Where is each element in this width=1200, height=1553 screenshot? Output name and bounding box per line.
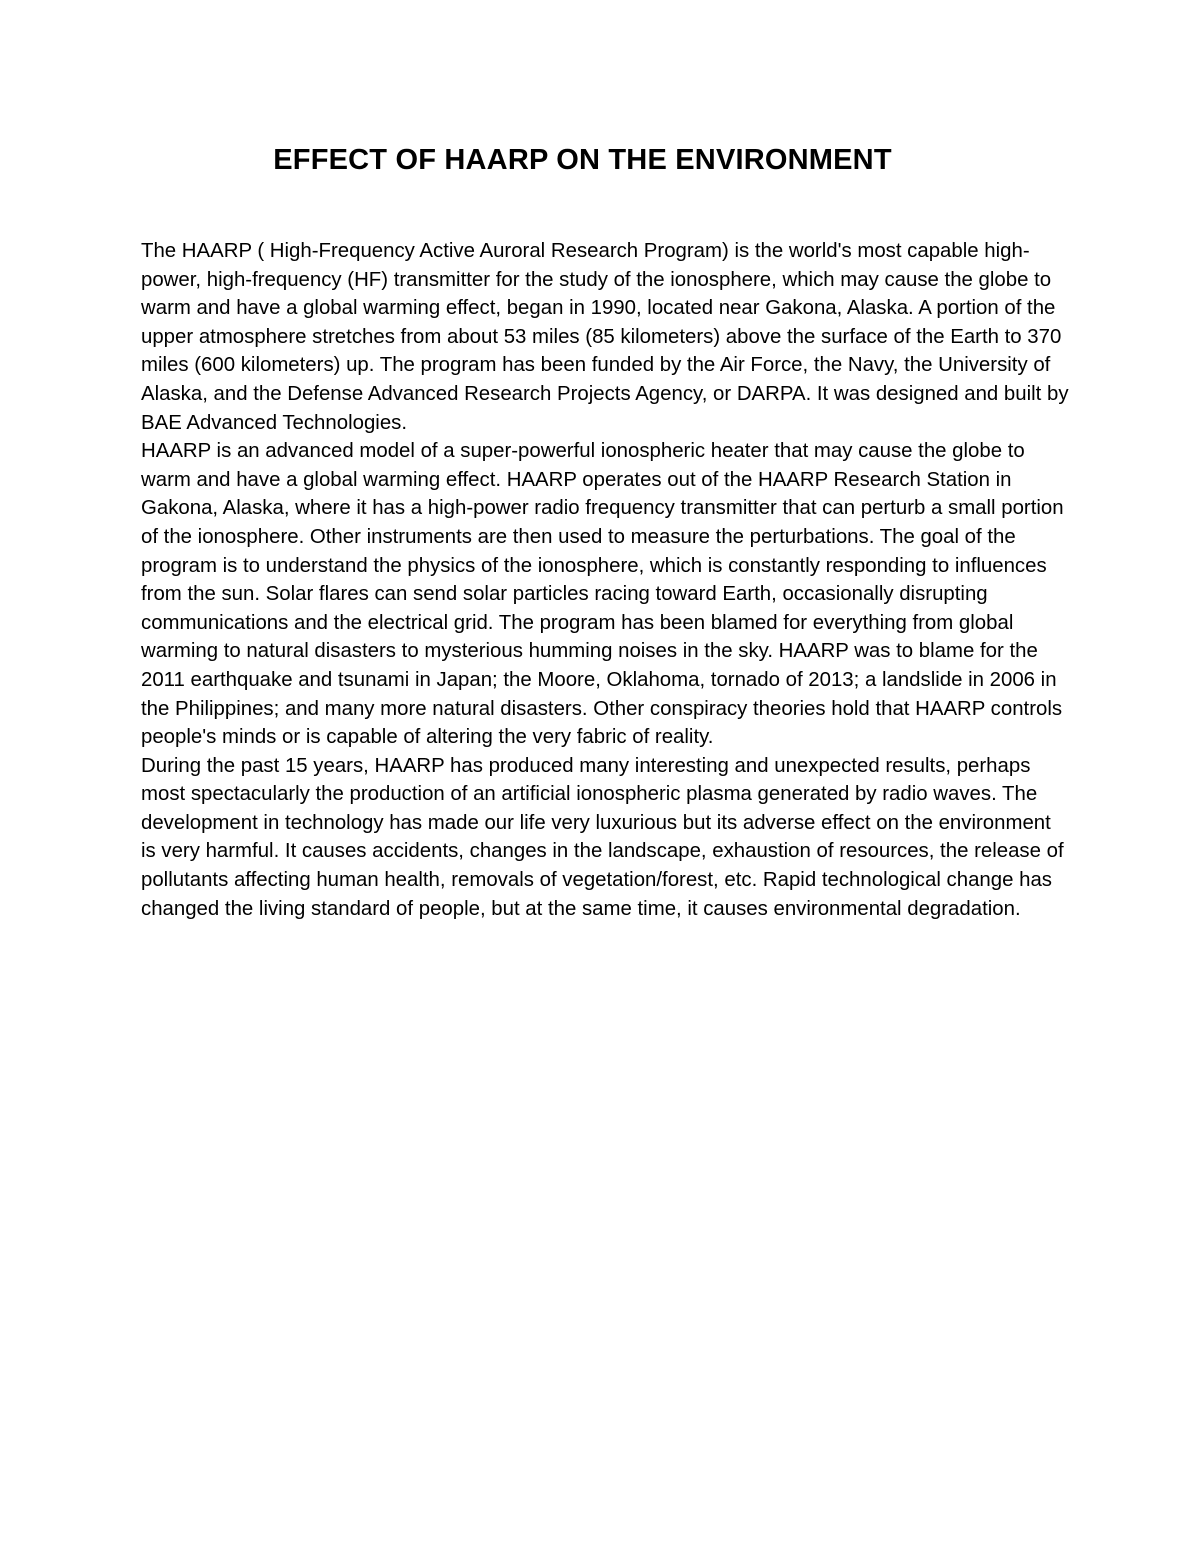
document-title: EFFECT OF HAARP ON THE ENVIRONMENT — [273, 144, 892, 176]
paragraph-2: HAARP is an advanced model of a super-powerful ionospheric heater that may cause the globe to warm and have a global warming effect. HAARP operates out of the HAARP Research Station in Gakona, Alaska, where it has a high-power radio frequency transmitter that can perturb a small portion of the ionosphere. Other instruments are then used to measure the perturbations. The goal of the program is to understand the physics of the ionosphere, which is constantly responding to influences from the sun. Solar flares can send solar particles racing toward Earth, occasionally disrupting communications and the electrical grid. The program has been blamed for everything from global warming to natural disasters to mysterious humming noises in the sky. HAARP was to blame for the 2011 earthquake and tsunami in Japan; the Moore, Oklahoma, tornado of 2013; a landslide in 2006 in the Philippines; and many more natural disasters. Other conspiracy theories hold that HAARP controls people's minds or is capable of altering the very fabric of reality. — [141, 440, 1064, 749]
paragraph-3: During the past 15 years, HAARP has produced many interesting and unexpected results, perhaps most spectacularly the production of an artificial ionospheric plasma generated by radio waves. The development in technology has made our life very luxurious but its adverse effect on the environment is very harmful. It causes accidents, changes in the landscape, exhaustion of resources, the release of pollutants affecting human health, removals of vegetation/forest, etc. Rapid technological change has changed the living standard of people, but at the same time, it causes environmental degradation. — [141, 754, 1064, 920]
document-body — [141, 237, 1071, 923]
paragraph-1: The HAARP ( High-Frequency Active Auroral Research Program) is the world's most capable high-power, high-frequency (HF) transmitter for the study of the ionosphere, which may cause the globe to warm and have a global warming effect, began in 1990, located near Gakona, Alaska. A portion of the upper atmosphere stretches from about 53 miles (85 kilometers) above the surface of the Earth to 370 miles (600 kilometers) up. The program has been funded by the Air Force, the Navy, the University of Alaska, and the Defense Advanced Research Projects Agency, or DARPA. It was designed and built by BAE Advanced Technologies. — [141, 240, 1069, 434]
